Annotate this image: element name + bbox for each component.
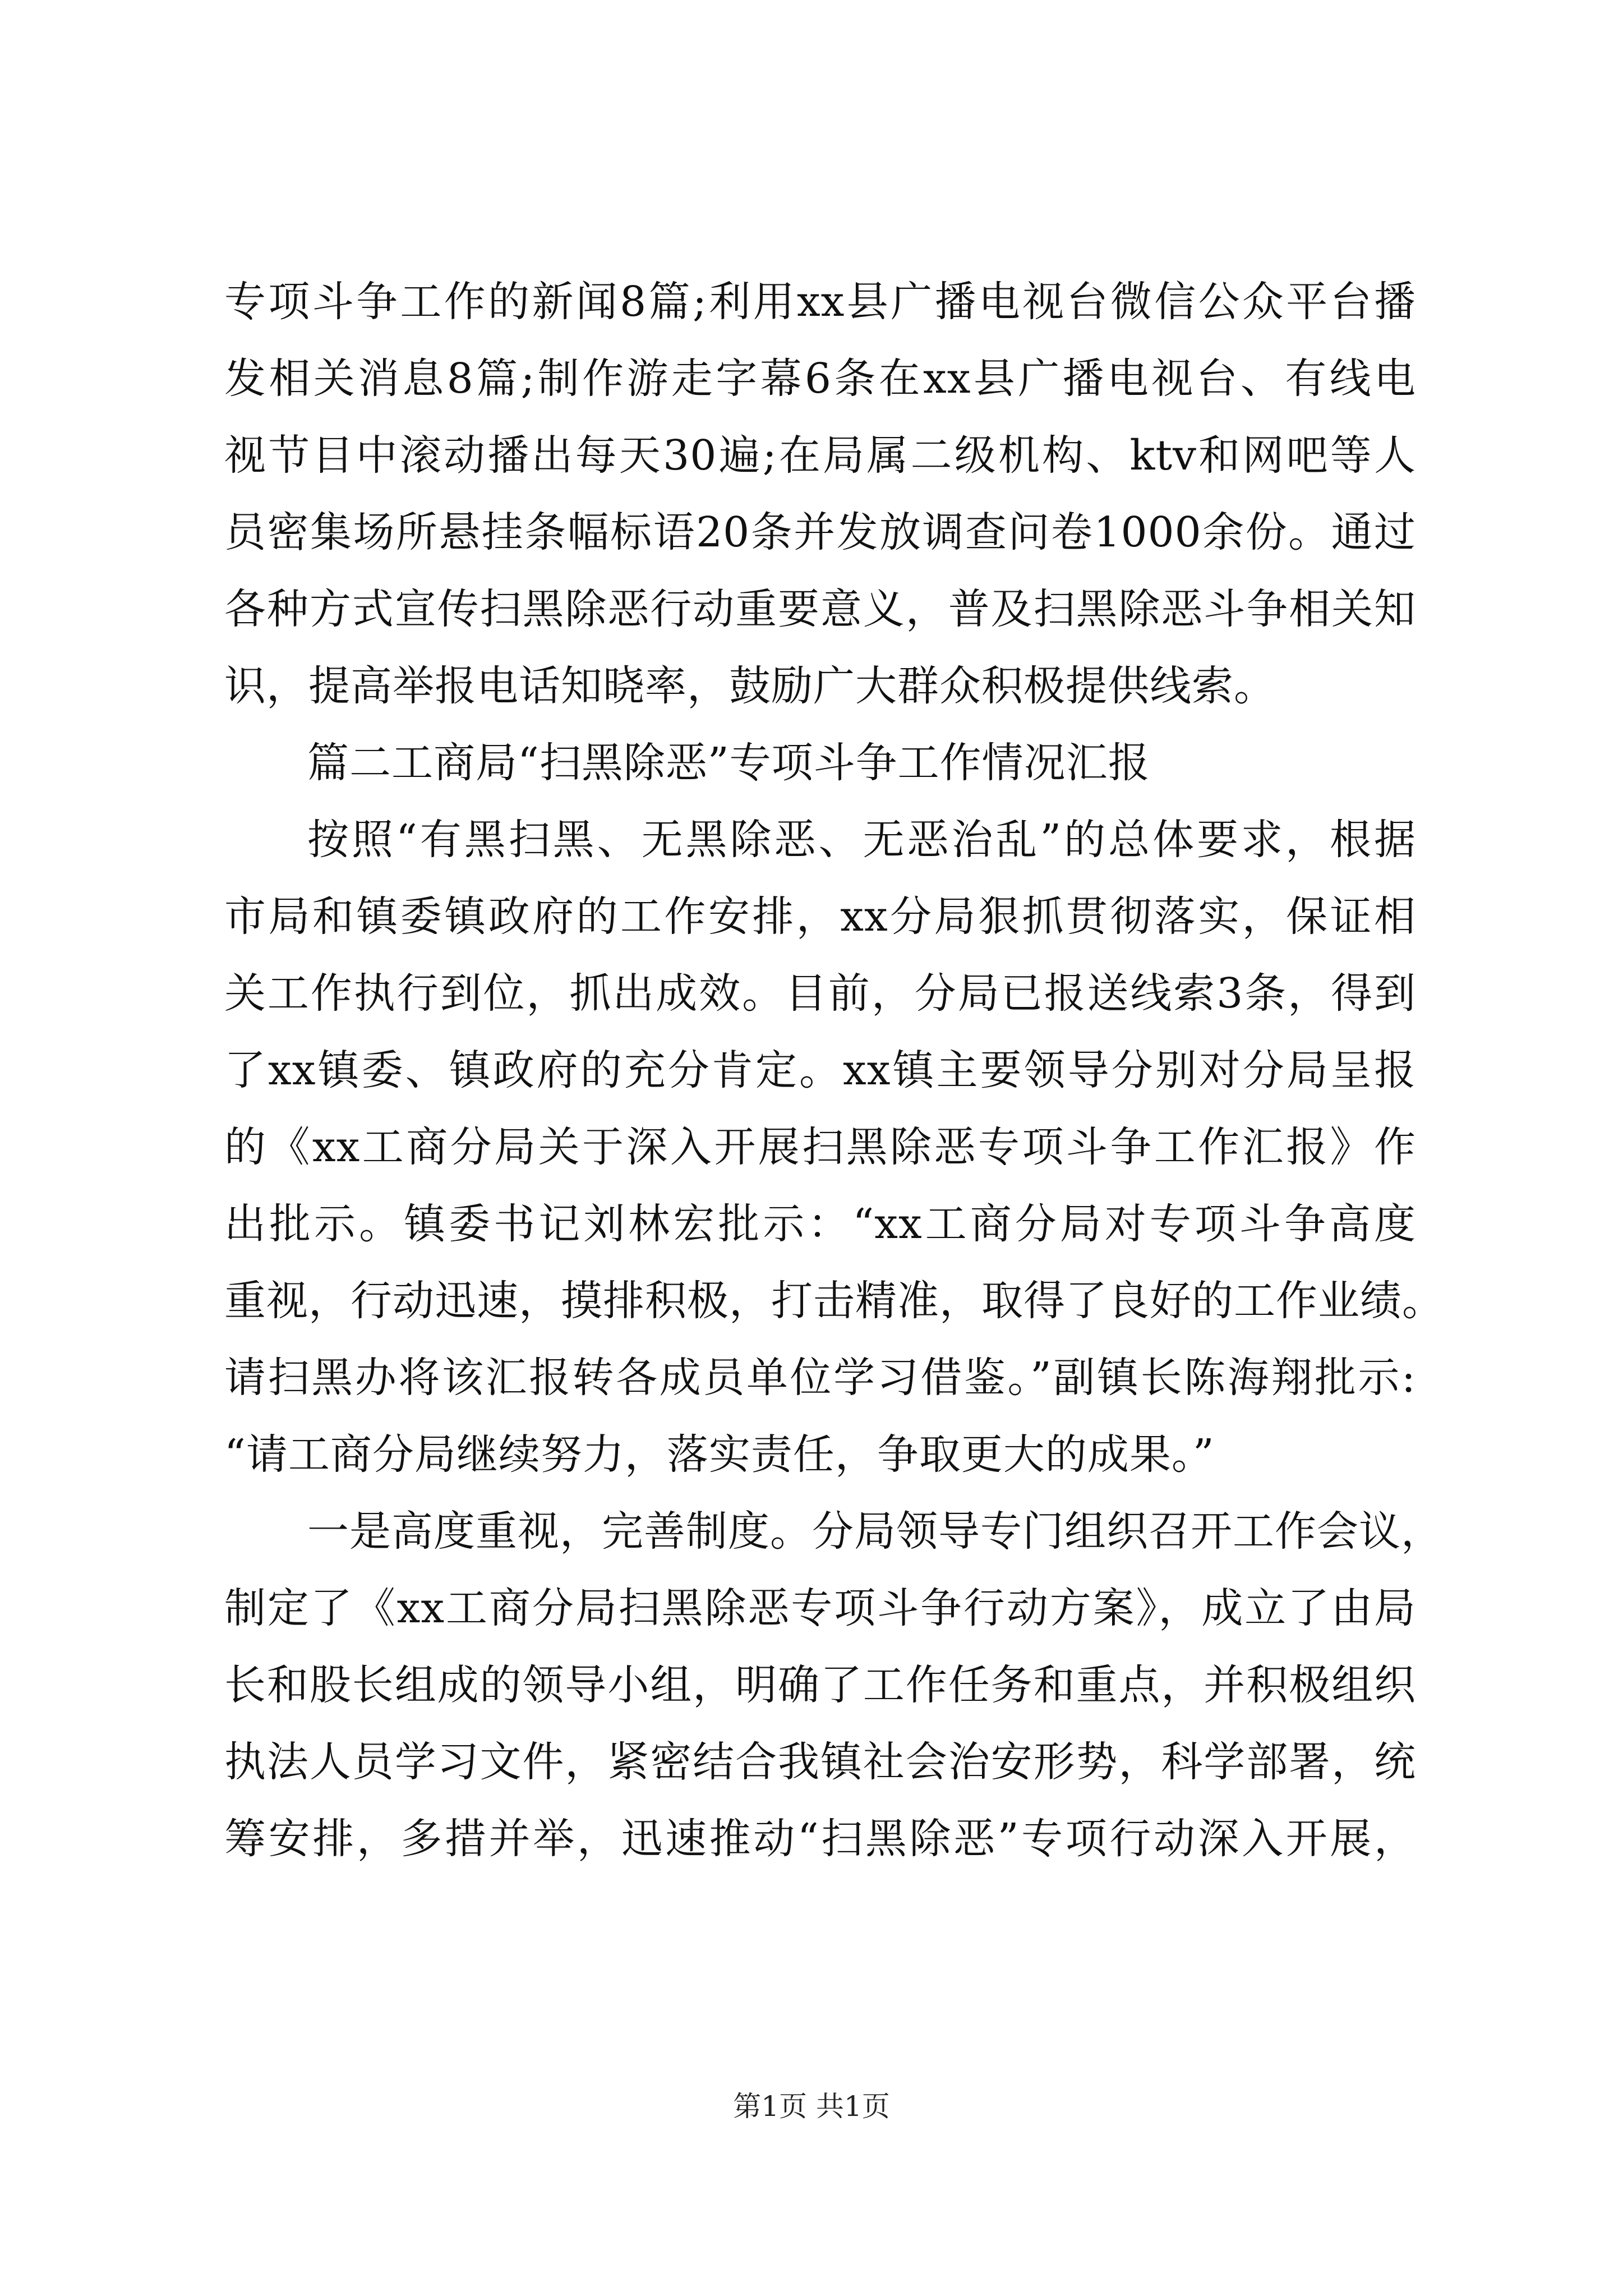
text-line: 筹安排，多措并举，迅速推动“扫黑除恶”专项行动深入开展， xyxy=(224,1815,1416,1863)
text-line: 识，提高举报电话知晓率，鼓励广大群众积极提供线索。 xyxy=(224,662,1276,710)
text-line: 各种方式宣传扫黑除恶行动重要意义，普及扫黑除恶斗争相关知 xyxy=(224,585,1416,633)
text-line: 执法人员学习文件，紧密结合我镇社会治安形势，科学部署，统 xyxy=(224,1738,1416,1786)
text-line: 关工作执行到位，抓出成效。目前，分局已报送线索3条，得到 xyxy=(224,969,1416,1018)
text-line: 发相关消息8篇;制作游走字幕6条在xx县广播电视台、有线电 xyxy=(224,355,1416,403)
text-line: 员密集场所悬挂条幅标语20条并发放调查问卷1000余份。通过 xyxy=(224,508,1416,556)
document-body xyxy=(224,264,1444,1878)
page-number-footer: 第1页 共1页 xyxy=(733,2090,890,2123)
text-line: 视节目中滚动播出每天30遍;在局属二级机构、ktv和网吧等人 xyxy=(224,431,1416,480)
text-line: 了xx镇委、镇政府的充分肯定。xx镇主要领导分别对分局呈报 xyxy=(224,1046,1416,1094)
text-line: 请扫黑办将该汇报转各成员单位学习借鉴。”副镇长陈海翔批示: xyxy=(224,1354,1416,1402)
text-line: 制定了《xx工商分局扫黑除恶专项斗争行动方案》，成立了由局 xyxy=(224,1584,1416,1632)
text-line: 一是高度重视，完善制度。分局领导专门组织召开工作会议， xyxy=(307,1507,1443,1556)
text-line: 的《xx工商分局关于深入开展扫黑除恶专项斗争工作汇报》作 xyxy=(224,1123,1416,1171)
text-line: 专项斗争工作的新闻8篇;利用xx县广播电视台微信公众平台播 xyxy=(224,278,1416,326)
section-heading: 篇二工商局“扫黑除恶”专项斗争工作情况汇报 xyxy=(307,739,1150,787)
text-line: 出批示。镇委书记刘林宏批示：“xx工商分局对专项斗争高度 xyxy=(224,1200,1416,1248)
text-line: “请工商分局继续努力，落实责任，争取更大的成果。” xyxy=(224,1430,1215,1479)
text-line: 重视，行动迅速，摸排积极，打击精准，取得了良好的工作业绩。 xyxy=(224,1277,1444,1325)
text-line: 按照“有黑扫黑、无黑除恶、无恶治乱”的总体要求，根据 xyxy=(307,816,1416,864)
text-line: 市局和镇委镇政府的工作安排，xx分局狠抓贯彻落实，保证相 xyxy=(224,892,1416,941)
text-line: 长和股长组成的领导小组，明确了工作任务和重点，并积极组织 xyxy=(224,1661,1416,1709)
